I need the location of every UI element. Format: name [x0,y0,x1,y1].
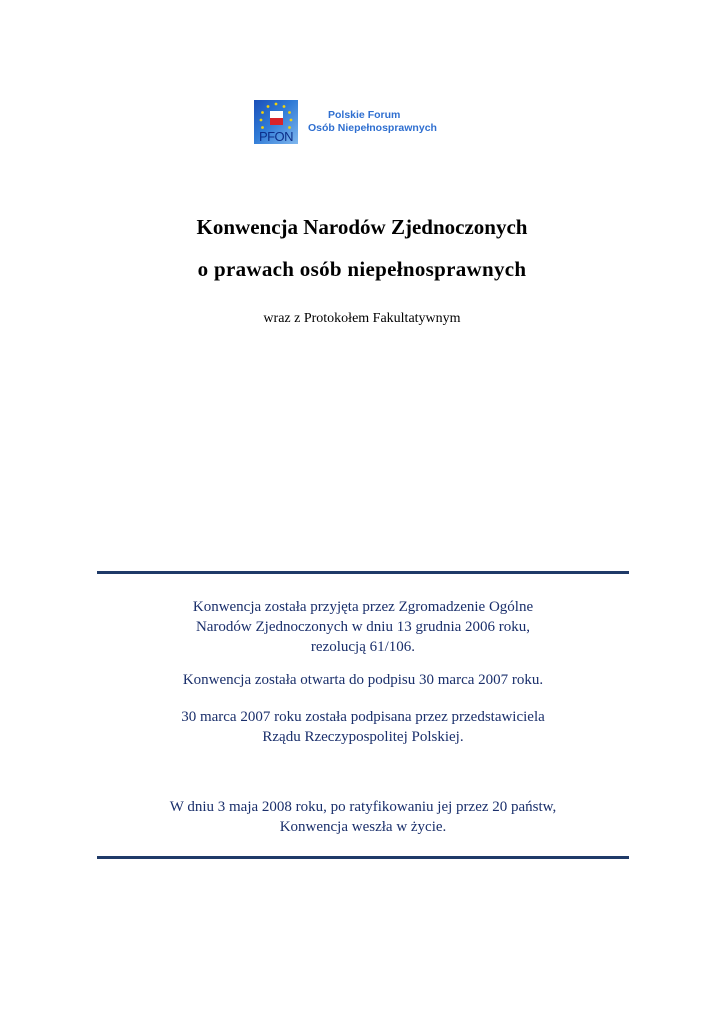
info-line: Konwencja została przyjęta przez Zgromadzenie Ogólne [192,599,534,615]
document-title-line1: Konwencja Narodów Zjednoczonych [196,215,528,239]
info-paragraph-adoption [97,597,629,657]
info-line: W dniu 3 maja 2008 roku, po ratyfikowaniu jej przez 20 państw, [169,799,557,815]
info-line: 30 marca 2007 roku została podpisana przez przedstawiciela [181,709,545,725]
pfon-name-line2: Osób Niepełnosprawnych [308,122,437,134]
info-paragraph-opened [97,670,629,690]
info-line: Konwencja weszła w życie. [279,819,447,835]
info-line: Narodów Zjednoczonych w dniu 13 grudnia 2006 roku, [195,619,531,635]
pfon-logo-mark [254,100,298,144]
info-paragraph-entry-into-force [97,797,629,837]
info-paragraph-signed [97,707,629,747]
pfon-name [308,109,437,135]
pfon-name-line1: Polskie Forum [328,109,401,121]
document-subtitle: wraz z Protokołem Fakultatywnym [263,311,461,326]
pfon-acronym: PFON [258,129,294,144]
bottom-divider [97,856,629,859]
info-line: rezolucją 61/106. [310,639,416,655]
pfon-logo [254,100,437,144]
document-title-line2: o prawach osób niepełnosprawnych [197,257,527,281]
info-line: Konwencja została otwarta do podpisu 30 marca 2007 roku. [182,672,544,688]
top-divider [97,571,629,574]
info-line: Rządu Rzeczypospolitej Polskiej. [262,729,464,745]
